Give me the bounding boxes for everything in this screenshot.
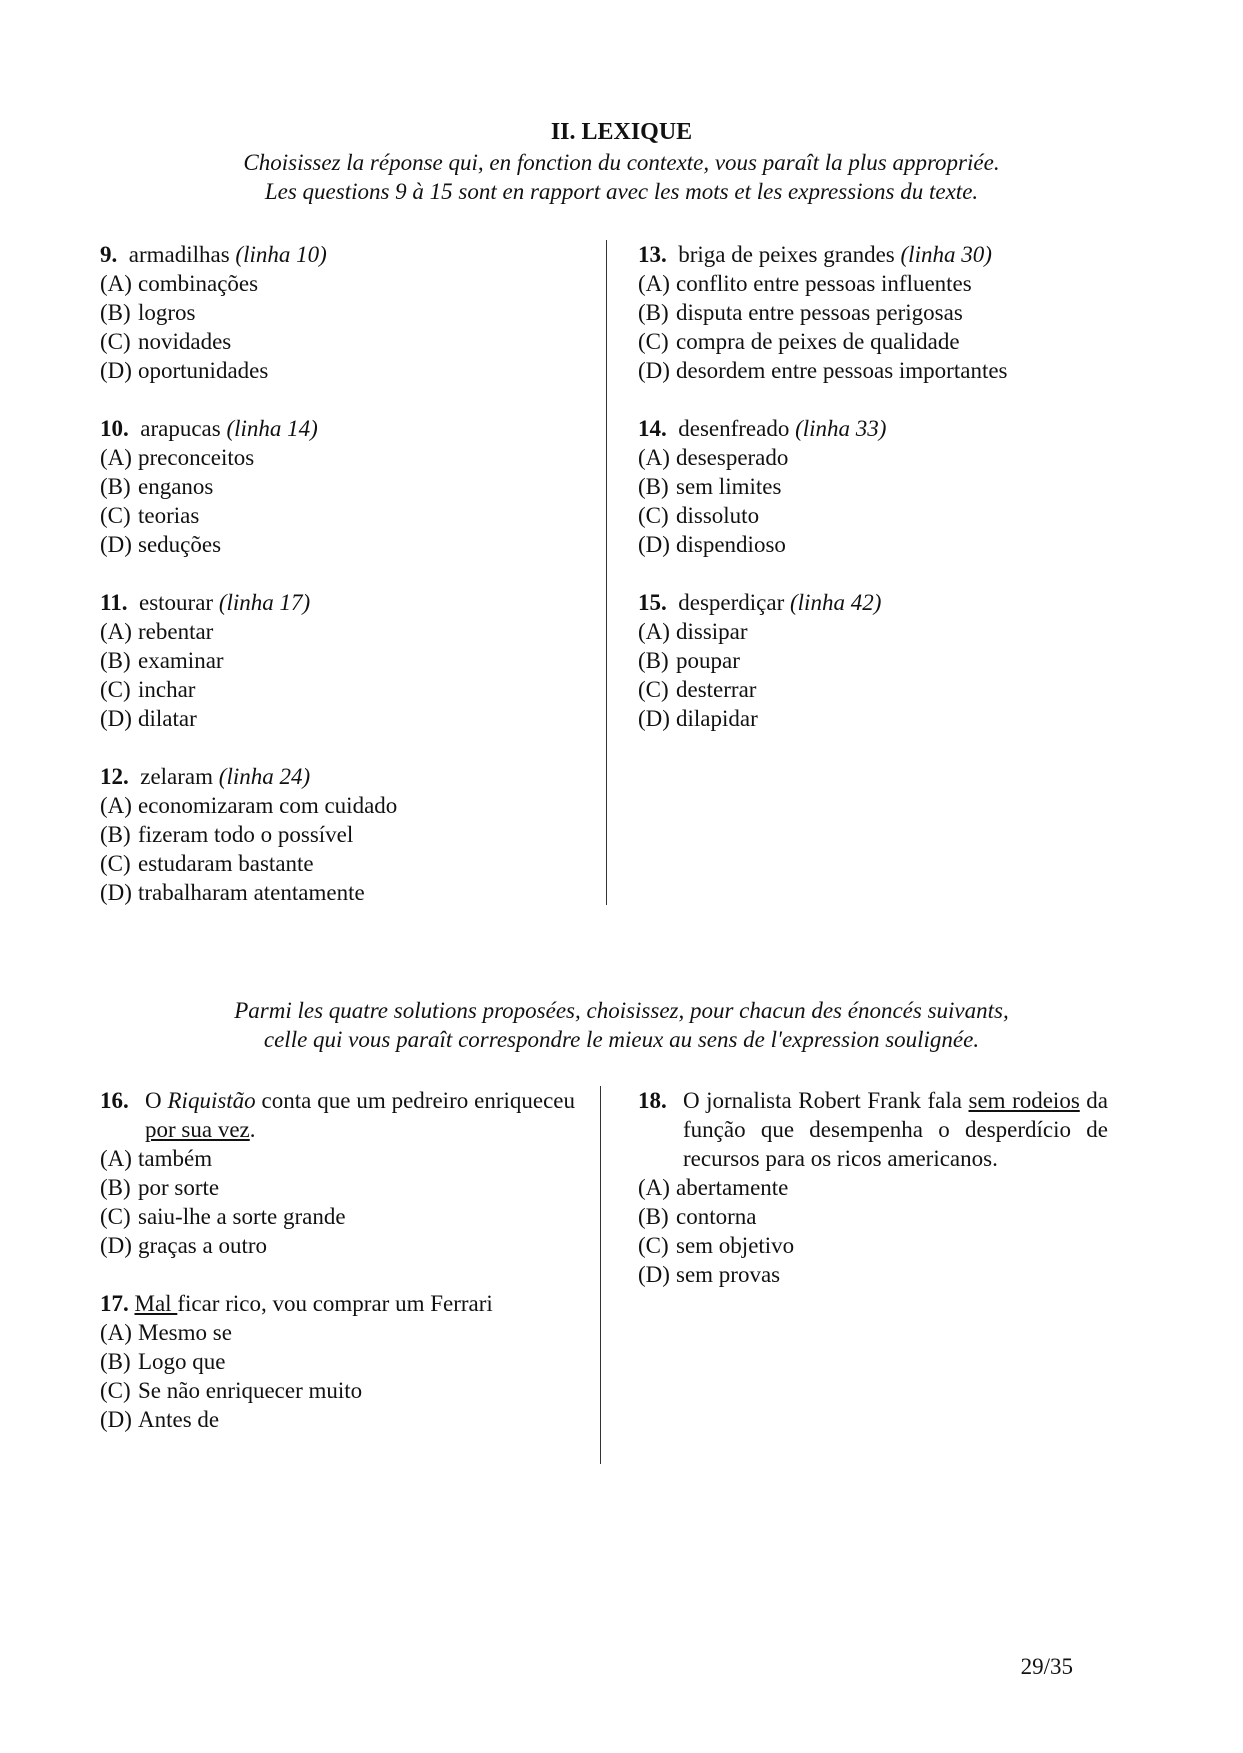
option-label: (A) [100,793,132,818]
question-word: arapucas [140,416,221,441]
underlined-expression: Mal [134,1291,178,1316]
option-text: contorna [676,1204,757,1229]
option-text: sem objetivo [676,1233,795,1258]
answer-option [100,501,590,530]
left-column-questions-16-17 [100,1086,575,1463]
answer-option [100,820,590,849]
question-word: armadilhas [128,242,230,267]
option-text: conflito entre pessoas influentes [676,271,972,296]
answer-option [100,1231,575,1260]
question-11 [100,588,590,733]
option-text: desterrar [676,677,757,702]
option-label: (B) [100,648,131,673]
question-number: 16. [100,1088,129,1113]
right-column-questions-13-15 [638,240,1098,762]
option-text: fizeram todo o possível [138,822,354,847]
option-label: (A) [100,619,132,644]
underlined-expression: sem rodeios [968,1088,1080,1113]
option-label: (C) [100,851,131,876]
option-label: (D) [638,706,670,731]
answer-option [638,617,1098,646]
option-label: (B) [638,648,669,673]
option-label: (A) [100,1320,132,1345]
question-12 [100,762,590,907]
answer-option [638,501,1098,530]
option-text: teorias [138,503,200,528]
answer-option [638,327,1098,356]
line-reference: (linha 33) [795,416,887,441]
option-label: (A) [638,271,670,296]
answer-option [638,298,1098,327]
option-label: (A) [638,619,670,644]
question-stem: Mal ficar rico, vou comprar um Ferrari [134,1291,493,1316]
option-text: por sorte [138,1175,220,1200]
option-text: Mesmo se [138,1320,232,1345]
answer-option [638,356,1098,385]
option-text: novidades [138,329,232,354]
question-number: 9. [100,242,118,267]
question-word: zelaram [140,764,214,789]
option-text: estudaram bastante [138,851,314,876]
answer-option [638,704,1098,733]
answer-option [100,1405,575,1434]
option-label: (B) [638,474,669,499]
answer-option [100,849,590,878]
option-text: também [138,1146,213,1171]
answer-option [100,1347,575,1376]
option-label: (C) [100,1204,131,1229]
option-text: dissipar [676,619,748,644]
option-label: (A) [100,445,132,470]
answer-option [100,675,590,704]
option-label: (C) [100,677,131,702]
option-label: (D) [100,532,132,557]
question-14 [638,414,1098,559]
option-label: (A) [100,271,132,296]
right-column-question-18 [638,1086,1108,1318]
option-text: Logo que [138,1349,226,1374]
option-text: sem limites [676,474,782,499]
option-label: (B) [100,822,131,847]
option-text: combinações [138,271,259,296]
answer-option [100,1318,575,1347]
instructions-line-1: Choisissez la réponse qui, en fonction du contexte, vous paraît la plus appropriée. [243,150,1000,175]
question-number: 13. [638,242,667,267]
answer-option [100,704,590,733]
question-number: 12. [100,764,129,789]
option-text: abertamente [676,1175,789,1200]
answer-option [100,530,590,559]
option-label: (C) [638,503,669,528]
option-label: (A) [638,1175,670,1200]
option-text: Se não enriquecer muito [138,1378,363,1403]
line-reference: (linha 24) [218,764,311,789]
answer-option [638,443,1098,472]
left-column-questions-9-12 [100,240,590,936]
answer-option [100,878,590,907]
option-text: enganos [138,474,214,499]
option-label: (B) [100,1175,131,1200]
option-text: dissoluto [676,503,760,528]
option-label: (C) [638,677,669,702]
option-text: compra de peixes de qualidade [676,329,960,354]
answer-option [100,646,590,675]
option-text: dilatar [138,706,197,731]
question-number: 11. [100,590,128,615]
answer-option [100,617,590,646]
option-label: (D) [100,880,132,905]
option-label: (B) [638,300,669,325]
answer-option [100,269,590,298]
option-text: examinar [138,648,224,673]
question-number: 10. [100,416,129,441]
answer-option [638,1202,1108,1231]
question-number: 14. [638,416,667,441]
option-label: (D) [638,358,670,383]
question-13 [638,240,1098,385]
option-text: inchar [138,677,196,702]
question-stem: O Riquistão conta que um pedreiro enriqueceu por sua vez. [145,1088,575,1142]
option-label: (B) [100,300,131,325]
answer-option [638,472,1098,501]
question-number: 17. [100,1291,129,1316]
answer-option [638,1231,1108,1260]
answer-option [100,1376,575,1405]
option-label: (D) [100,706,132,731]
question-stem: O jornalista Robert Frank fala sem rodeios da função que desempenha o desperdício de recursos para os ricos americanos. [683,1088,1109,1171]
question-word: briga de peixes grandes [678,242,895,267]
option-text: seduções [138,532,222,557]
question-number: 15. [638,590,667,615]
answer-option [638,1173,1108,1202]
answer-option [100,1144,575,1173]
line-reference: (linha 42) [790,590,882,615]
option-label: (D) [638,1262,670,1287]
option-text: dilapidar [676,706,758,731]
option-text: economizaram com cuidado [138,793,398,818]
question-18 [638,1086,1108,1289]
option-label: (A) [100,1146,132,1171]
option-text: oportunidades [138,358,269,383]
option-text: saiu-lhe a sorte grande [138,1204,346,1229]
option-text: disputa entre pessoas perigosas [676,300,963,325]
option-label: (C) [100,503,131,528]
option-text: Antes de [138,1407,220,1432]
answer-option [638,530,1098,559]
question-9 [100,240,590,385]
section-title: II. LEXIQUE [550,119,693,145]
option-label: (C) [638,1233,669,1258]
answer-option [100,327,590,356]
option-text: desordem entre pessoas importantes [676,358,1008,383]
question-16 [100,1086,575,1260]
question-10 [100,414,590,559]
instructions-line-3: Parmi les quatre solutions proposées, choisissez, pour chacun des énoncés suivants, [234,998,1009,1023]
option-text: trabalharam atentamente [138,880,365,905]
option-label: (C) [100,1378,131,1403]
option-text: graças a outro [138,1233,267,1258]
option-label: (D) [100,1407,132,1432]
instructions-line-4: celle qui vous paraît correspondre le mieux au sens de l'expression soulignée. [263,1027,980,1052]
answer-option [638,646,1098,675]
option-label: (C) [638,329,669,354]
option-label: (B) [100,1349,131,1374]
answer-option [638,1260,1108,1289]
answer-option [100,298,590,327]
answer-option [638,675,1098,704]
option-label: (D) [638,532,670,557]
option-label: (D) [100,358,132,383]
option-text: dispendioso [676,532,786,557]
answer-option [100,356,590,385]
instructions-line-2: Les questions 9 à 15 sont en rapport avec les mots et les expressions du texte. [264,179,979,204]
answer-option [638,269,1098,298]
question-number: 18. [638,1088,667,1113]
option-text: sem provas [676,1262,781,1287]
answer-option [100,1202,575,1231]
underlined-expression: por sua vez [145,1117,250,1142]
option-text: logros [138,300,196,325]
option-label: (B) [100,474,131,499]
answer-option [100,791,590,820]
line-reference: (linha 14) [226,416,318,441]
question-word: desperdiçar [678,590,785,615]
page-number: 29/35 [1020,1654,1073,1679]
question-17 [100,1289,575,1434]
question-word: desenfreado [678,416,790,441]
answer-option [100,443,590,472]
question-15 [638,588,1098,733]
option-label: (D) [100,1233,132,1258]
option-text: rebentar [138,619,214,644]
option-label: (C) [100,329,131,354]
question-word: estourar [138,590,214,615]
option-label: (A) [638,445,670,470]
line-reference: (linha 30) [900,242,992,267]
option-text: poupar [676,648,740,673]
line-reference: (linha 17) [218,590,311,615]
column-divider [606,240,607,905]
column-divider-2 [600,1086,601,1464]
answer-option [100,1173,575,1202]
option-text: preconceitos [138,445,255,470]
answer-option [100,472,590,501]
line-reference: (linha 10) [235,242,327,267]
option-text: desesperado [676,445,789,470]
option-label: (B) [638,1204,669,1229]
